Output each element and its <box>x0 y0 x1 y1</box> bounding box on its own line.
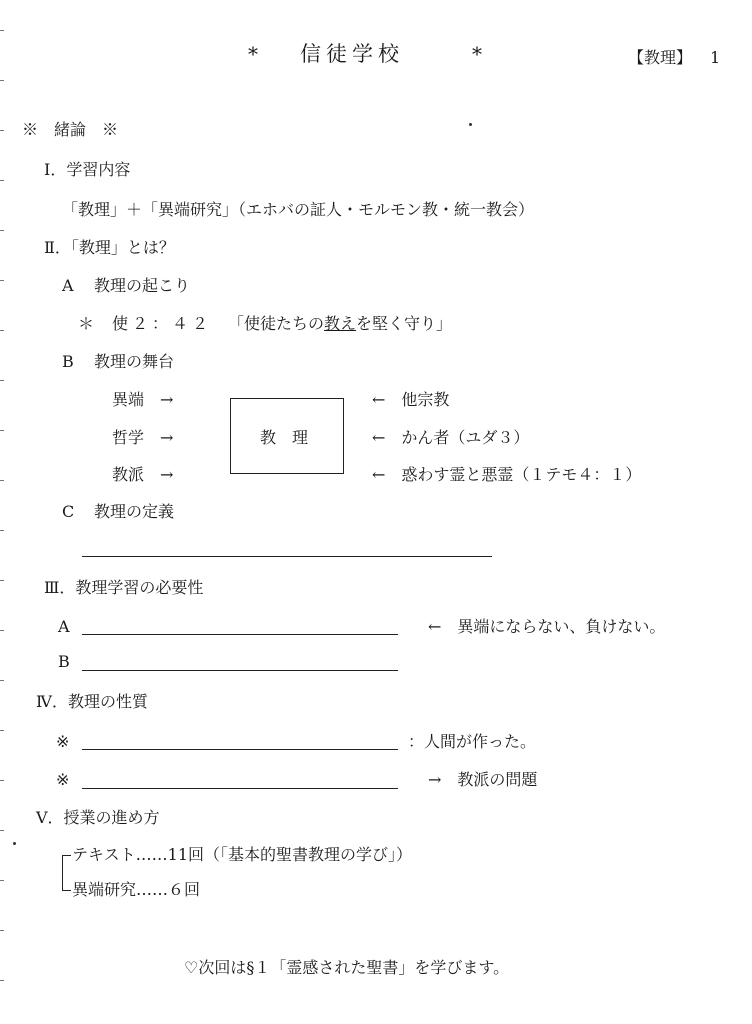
item-3a-label: A <box>58 617 70 636</box>
page-title: 信徒学校 <box>300 42 404 66</box>
verse-mark: ＊ <box>78 314 95 333</box>
definition-blank-line <box>82 556 492 557</box>
scan-speck <box>13 842 16 845</box>
section-4-heading: Ⅳ．教理の性質 <box>36 692 148 711</box>
diagram-box-label: 教 理 <box>260 428 309 447</box>
item-2c-label: C <box>62 502 75 521</box>
item-2a-label: A <box>62 276 74 295</box>
header-star-left: * <box>248 42 261 66</box>
verse-quote <box>228 314 452 334</box>
section-1-heading: Ⅰ．学習内容 <box>44 160 131 179</box>
verse-quote-underlined: 教え <box>324 314 357 333</box>
item-2a-text: 教理の起こり <box>94 276 191 295</box>
diagram-left-item: 教派 → <box>112 465 174 484</box>
item-2c-text: 教理の定義 <box>94 502 175 521</box>
next-lesson-note: ♡次回は§１「霊感された聖書」を学びます。 <box>184 958 510 977</box>
diagram-left-item: 哲学 → <box>112 428 174 447</box>
diagram-left-item: 異端 → <box>112 390 174 409</box>
scan-speck <box>469 123 472 126</box>
page-number: 1 <box>710 48 721 67</box>
verse-reference: 使２：４２ <box>112 314 213 333</box>
section-5-heading: Ⅴ．授業の進め方 <box>36 808 160 827</box>
diagram-right-item: ← かん者（ユダ３） <box>372 428 530 447</box>
item-3a-note: ← 異端にならない、負けない。 <box>428 617 666 636</box>
verse-quote-pre: 「使徒たちの <box>228 314 325 333</box>
item-4-mark: ※ <box>56 732 70 751</box>
intro-heading: ※ 緒論 ※ <box>22 120 119 139</box>
verse-quote-post: を堅く守り」 <box>356 314 453 333</box>
section-2-heading: Ⅱ．「教理」とは？ <box>44 238 175 257</box>
diagram-right-item: ← 惑わす霊と悪霊（１テモ４：１） <box>372 465 642 484</box>
section-3-heading: Ⅲ．教理学習の必要性 <box>44 578 204 597</box>
schedule-item-heresy: 異端研究……６回 <box>72 880 201 899</box>
header-star-right: * <box>472 42 485 66</box>
item-4a-note: ：人間が作った。 <box>408 732 537 751</box>
item-2b-text: 教理の舞台 <box>94 352 175 371</box>
schedule-bracket <box>62 855 71 891</box>
item-3a-blank-line <box>82 634 398 635</box>
item-3b-blank-line <box>82 670 398 671</box>
item-4a-blank-line <box>82 749 398 750</box>
item-4-mark: ※ <box>56 770 70 789</box>
schedule-item-textbook: テキスト……11回（「基本的聖書教理の学び」） <box>72 845 413 864</box>
item-2b-label: B <box>62 352 74 371</box>
diagram-right-item: ← 他宗教 <box>372 390 450 409</box>
item-4b-note: → 教派の問題 <box>428 770 538 789</box>
item-4b-blank-line <box>82 788 398 789</box>
subject-tag: 【教理】 <box>628 48 693 67</box>
section-1-content: 「教理」＋「異端研究」（エホバの証人・モルモン教・統一教会） <box>62 200 535 219</box>
item-3b-label: B <box>58 652 70 671</box>
